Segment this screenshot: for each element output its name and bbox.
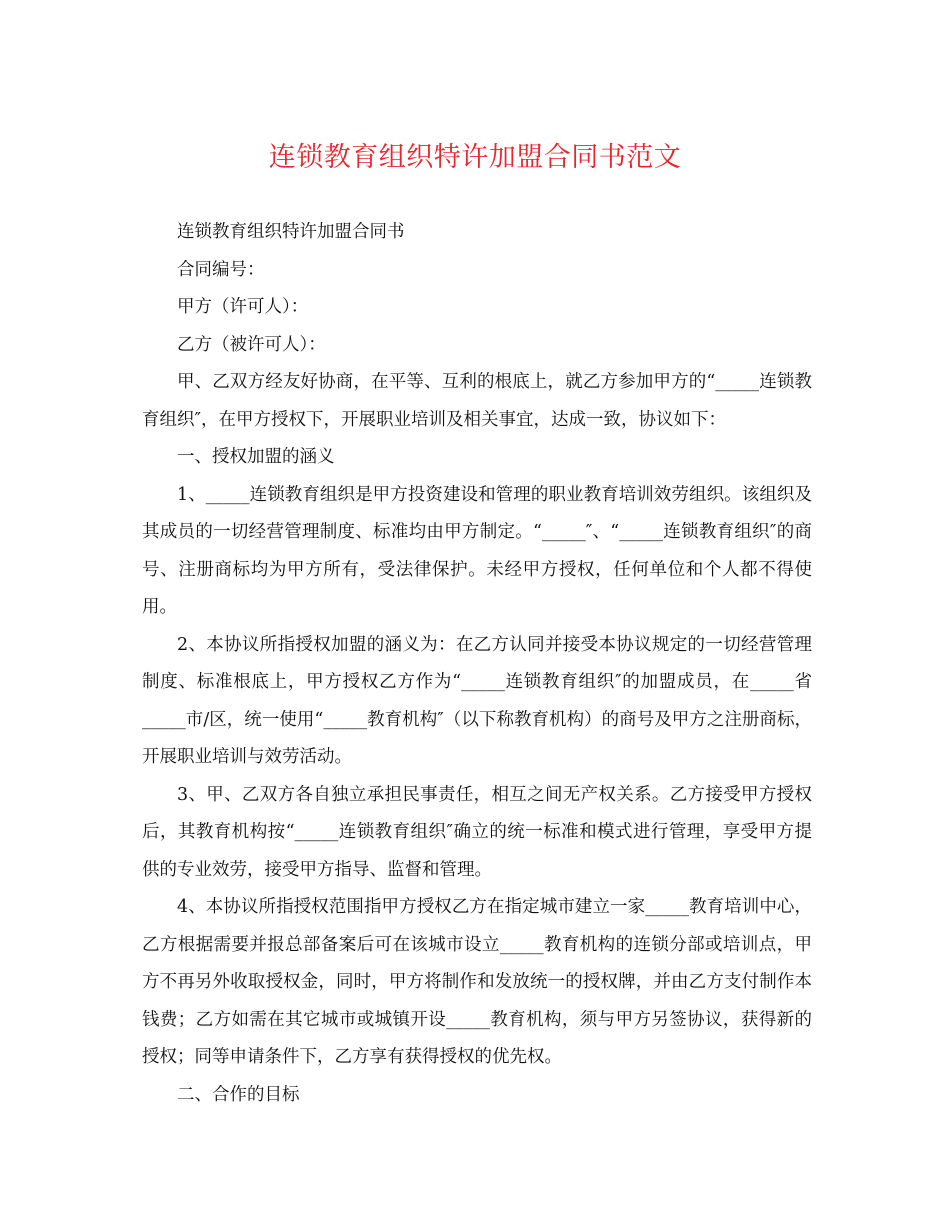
section-heading-2: 二、合作的目标 — [177, 1084, 300, 1105]
contract-heading: 连锁教育组织特许加盟合同书 — [177, 222, 405, 242]
clause-1-1: 1、_____连锁教育组织是甲方投资建设和管理的职业教育培训效劳组织。该组织及其成员的一切经营管理制度、标准均由甲方制定。“_____″、“_____连锁教育组织″的商号、注册商标均为甲方所有，受法律保护。未经甲方授权，任何单位和个人都不得使用。 — [142, 484, 812, 617]
party-a-line: 甲方（许可人）： — [177, 297, 309, 317]
contract-number-line: 合同编号： — [177, 259, 265, 280]
clause-1-4: 4、本协议所指授权范围指甲方授权乙方在指定城市建立一家_____教育培训中心，乙方根据需要并报总部备案后可在该城市设立_____教育机构的连锁分部或培训点，甲方不再另外收取授权金，同时，甲方将制作和发放统一的授权牌，并由乙方支付制作本钱费；乙方如需在其它城市或城镇开设_____教育机构，须与甲方另签协议，获得新的授权；同等申请条件下，乙方享有获得授权的优先权。 — [142, 897, 812, 1067]
clause-1-3: 3、甲、乙双方各自独立承担民事责任，相互之间无产权关系。乙方接受甲方授权后，其教育机构按“_____连锁教育组织″确立的统一标准和模式进行管理，享受甲方提供的专业效劳，接受甲方指导、监督和管理。 — [142, 784, 812, 880]
document-body — [142, 214, 812, 1114]
preamble-paragraph: 甲、乙双方经友好协商，在平等、互利的根底上，就乙方参加甲方的“_____连锁教育组织″，在甲方授权下，开展职业培训及相关事宜，达成一致，协议如下： — [142, 372, 812, 430]
party-b-line: 乙方（被许可人）： — [177, 334, 326, 355]
section-heading-1: 一、授权加盟的涵义 — [177, 447, 335, 467]
clause-1-2: 2、本协议所指授权加盟的涵义为：在乙方认同并接受本协议规定的一切经营管理制度、标准根底上，甲方授权乙方作为“_____连锁教育组织″的加盟成员，在_____省_____市/区，统一使用“_____教育机构″（以下称教育机构）的商号及甲方之注册商标，开展职业培训与效劳活动。 — [142, 634, 812, 767]
document-title: 连锁教育组织特许加盟合同书范文 — [268, 142, 682, 173]
